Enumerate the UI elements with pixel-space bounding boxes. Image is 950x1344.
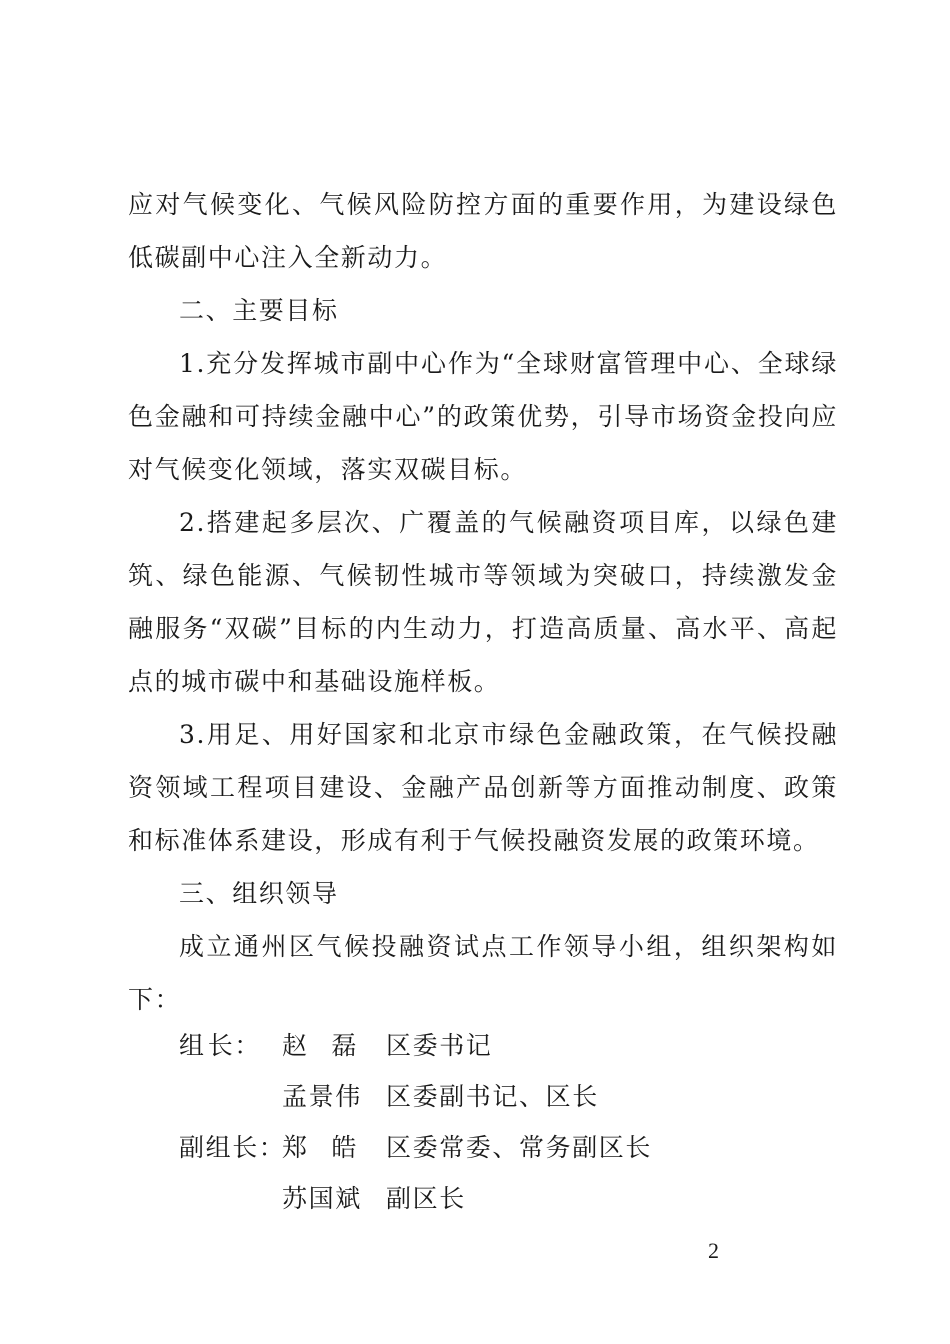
paragraph-continuation: 应对气候变化、气候风险防控方面的重要作用，为建设绿色低碳副中心注入全新动力。 <box>128 190 838 272</box>
org-name-deputy-1-char-1: 郑 <box>282 1133 309 1162</box>
org-row-leader-2 <box>179 1077 838 1128</box>
goal-item-2: 2.搭建起多层次、广覆盖的气候融资项目库，以绿色建筑、绿色能源、气候韧性城市等领域为突破口，持续激发金融服务“双碳”目标的内生动力，打造高质量、高水平、高起点的城市碳中和基础设施样板。 <box>128 508 838 696</box>
org-title-deputy-2: 副区长 <box>386 1184 466 1213</box>
org-title-leader-2: 区委副书记、区长 <box>386 1082 599 1111</box>
org-role-leader-char-1: 组 <box>179 1031 206 1060</box>
org-name-leader-2: 孟景伟 <box>282 1082 362 1111</box>
org-name-leader-1-char-2: 磊 <box>331 1031 358 1060</box>
organization-intro: 成立通州区气候投融资试点工作领导小组，组织架构如下： <box>128 932 838 1014</box>
organization-list <box>179 1026 838 1230</box>
section-heading-organization: 三、组织领导 <box>179 879 339 908</box>
org-name-leader-1-char-1: 赵 <box>282 1031 309 1060</box>
org-name-deputy-1 <box>282 1128 358 1164</box>
org-name-deputy-2: 苏国斌 <box>282 1184 362 1213</box>
org-name-leader-1 <box>282 1026 358 1062</box>
org-row-deputy-2 <box>179 1179 838 1230</box>
org-role-leader <box>179 1026 261 1062</box>
org-title-deputy-1: 区委常委、常务副区长 <box>386 1133 653 1162</box>
document-body <box>128 178 838 1230</box>
org-row-deputy-1 <box>179 1128 838 1179</box>
goal-item-3: 3.用足、用好国家和北京市绿色金融政策，在气候投融资领域工程项目建设、金融产品创新等方面推动制度、政策和标准体系建设，形成有利于气候投融资发展的政策环境。 <box>128 720 838 855</box>
goal-item-1: 1.充分发挥城市副中心作为“全球财富管理中心、全球绿色金融和可持续金融中心”的政策优势，引导市场资金投向应对气候变化领域，落实双碳目标。 <box>128 349 838 484</box>
page-number: 2 <box>708 1238 719 1263</box>
section-heading-main-goals: 二、主要目标 <box>179 296 339 325</box>
org-row-leader-1 <box>179 1026 838 1077</box>
org-role-deputy: 副组长： <box>179 1133 286 1162</box>
org-name-deputy-1-char-2: 皓 <box>331 1133 358 1162</box>
org-role-leader-char-2: 长： <box>207 1031 261 1060</box>
org-title-leader-1: 区委书记 <box>386 1031 493 1060</box>
